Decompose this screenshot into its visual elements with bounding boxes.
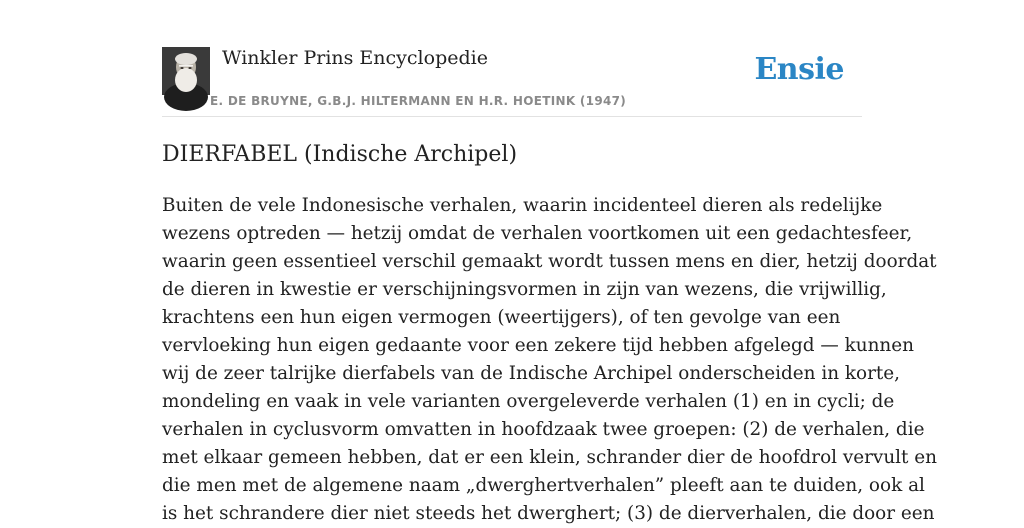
article-body [162,192,938,528]
article-text-line: waarin geen essentieel verschil gemaakt wordt tussen mens en dier, hetzij doordat [162,251,937,272]
article-text-line: verhalen in cyclusvorm omvatten in hoofdzaak twee groepen: (2) de verhalen, die [162,419,925,440]
article-text-line: wij de zeer talrijke dierfabels van de Indische Archipel onderscheiden in korte, [162,363,901,384]
article-text-line: die men met de algemene naam „dwerghertverhalen” pleeft aan te duiden, ook al [162,475,925,496]
article-title: DIERFABEL (Indische Archipel) [162,142,518,167]
article-text-line: vervloeking hun eigen gedaante voor een zekere tijd hebben afgelegd — kunnen [162,335,915,356]
article-text-line: de dieren in kwestie er verschijningsvormen in zijn van wezens, die vrijwillig, [162,279,887,300]
article-text-line: Buiten de vele Indonesische verhalen, waarin incidenteel dieren als redelijke [162,195,883,216]
article-text-line: krachtens een hun eigen vermogen (weertijgers), of ten gevolge van een [162,307,841,328]
brand-logo[interactable]: Ensie [754,52,844,87]
article-text-line: is het schrandere dier niet steeds het dwerghert; (3) de dierverhalen, die door een [162,503,935,524]
source-header [162,44,862,117]
article-text-line: mondeling en vaak in vele varianten overgeleverde verhalen (1) en in cycli; de [162,391,895,412]
article-text-line: met elkaar gemeen hebben, dat er een klein, schrander dier de hoofdrol vervult en [162,447,938,468]
source-authors: E. DE BRUYNE, G.B.J. HILTERMANN EN H.R. HOETINK (1947) [210,94,627,108]
source-title[interactable]: Winkler Prins Encyclopedie [222,47,488,69]
bearded-man-portrait-icon [162,47,210,95]
article-text-line: wezens optreden — hetzij omdat de verhalen voortkomen uit een gedachtesfeer, [162,223,913,244]
